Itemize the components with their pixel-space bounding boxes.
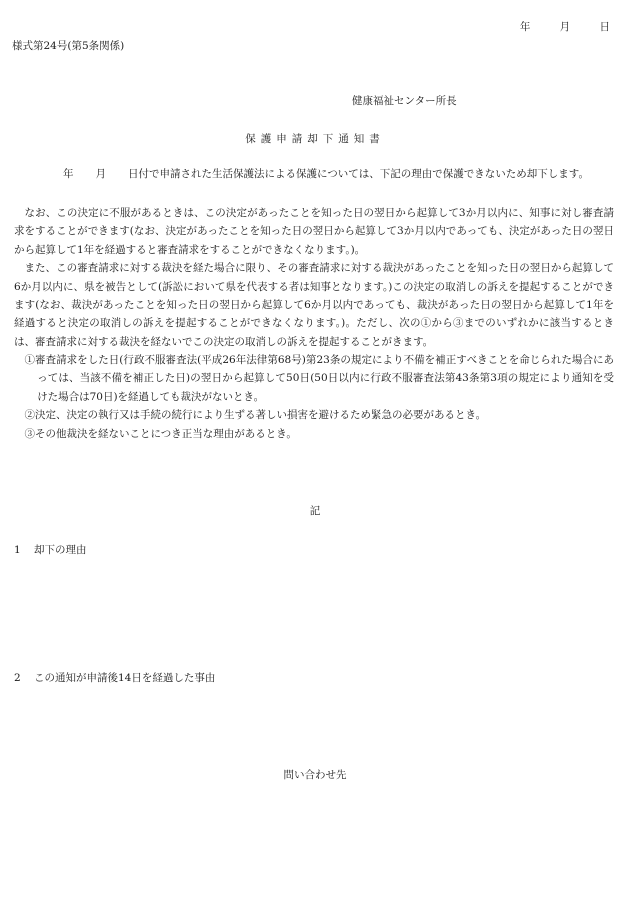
intro-text: 日付で申請された生活保護法による保護については、下記の理由で保護できないため却下します。	[128, 168, 589, 180]
section-number: 2	[14, 672, 21, 684]
document-title: 保護申請却下通知書	[245, 133, 385, 145]
section-label: この通知が申請後14日を経過した事由	[34, 672, 216, 684]
date-month: 月	[559, 21, 571, 33]
date-day: 日	[599, 21, 610, 33]
intro-month: 月	[95, 168, 106, 180]
exception-item-2: ②決定、決定の執行又は手続の続行により生ずる著しい損害を避けるため緊急の必要があるとき。	[24, 409, 487, 422]
section-delay-reason	[14, 669, 215, 687]
center-head-name: 健康福祉センター所長	[352, 95, 457, 107]
form-number: 様式第24号(第5条関係)	[12, 40, 125, 52]
section-number: 1	[14, 544, 21, 556]
intro-line	[63, 165, 623, 183]
intro-year: 年	[63, 168, 74, 180]
date-year: 年	[519, 21, 531, 33]
section-rejection-reason	[14, 541, 87, 559]
contact-heading: 問い合わせ先	[283, 769, 347, 781]
lawsuit-paragraph: また、この審査請求に対する裁決を経た場合に限り、その審査請求に対する裁決があったことを知った日の翌日から起算して6か月以内に、県を被告として(訴訟において県を代表する者は知事となります。)この決定の取消しの訴えを提起することができます(なお、裁決があったことを知った日の翌日から起算して6か月以内であっても、裁決があった日の翌日から起算して1年を経過すると決定の取消しの訴えを提起することができなくなります。)。ただし、次の①から③までのいずれかに該当するときは、審査請求に対する裁決を経ないでこの決定の取消しの訴えを提起することがきます。	[14, 262, 614, 348]
objection-paragraph: なお、この決定に不服があるときは、この決定があったことを知った日の翌日から起算して3か月以内に、知事に対し審査請求をすることができます(なお、決定があったことを知った日の翌日から起算して3か月以内であっても、決定があった日の翌日から起算して1年を経過すると審査請求をすることができなくなります。)。	[14, 207, 614, 256]
exception-item-3: ③その他裁決を経ないことにつき正当な理由があるとき。	[24, 427, 297, 440]
notice-body	[14, 204, 614, 443]
section-label: 却下の理由	[34, 544, 87, 556]
date-line	[494, 18, 610, 36]
ki-heading: 記	[309, 505, 321, 517]
exception-item-1: ①審査請求をした日(行政不服審査法(平成26年法律第68号)第23条の規定により不備を補正すべきことを命じられた場合にあっては、当該不備を補正した日)の翌日から起算して50日(50日以内に行政不服審査法第43条第3項の規定により通知を受けた場合は70日)を経過しても裁決がないとき。	[24, 354, 614, 403]
